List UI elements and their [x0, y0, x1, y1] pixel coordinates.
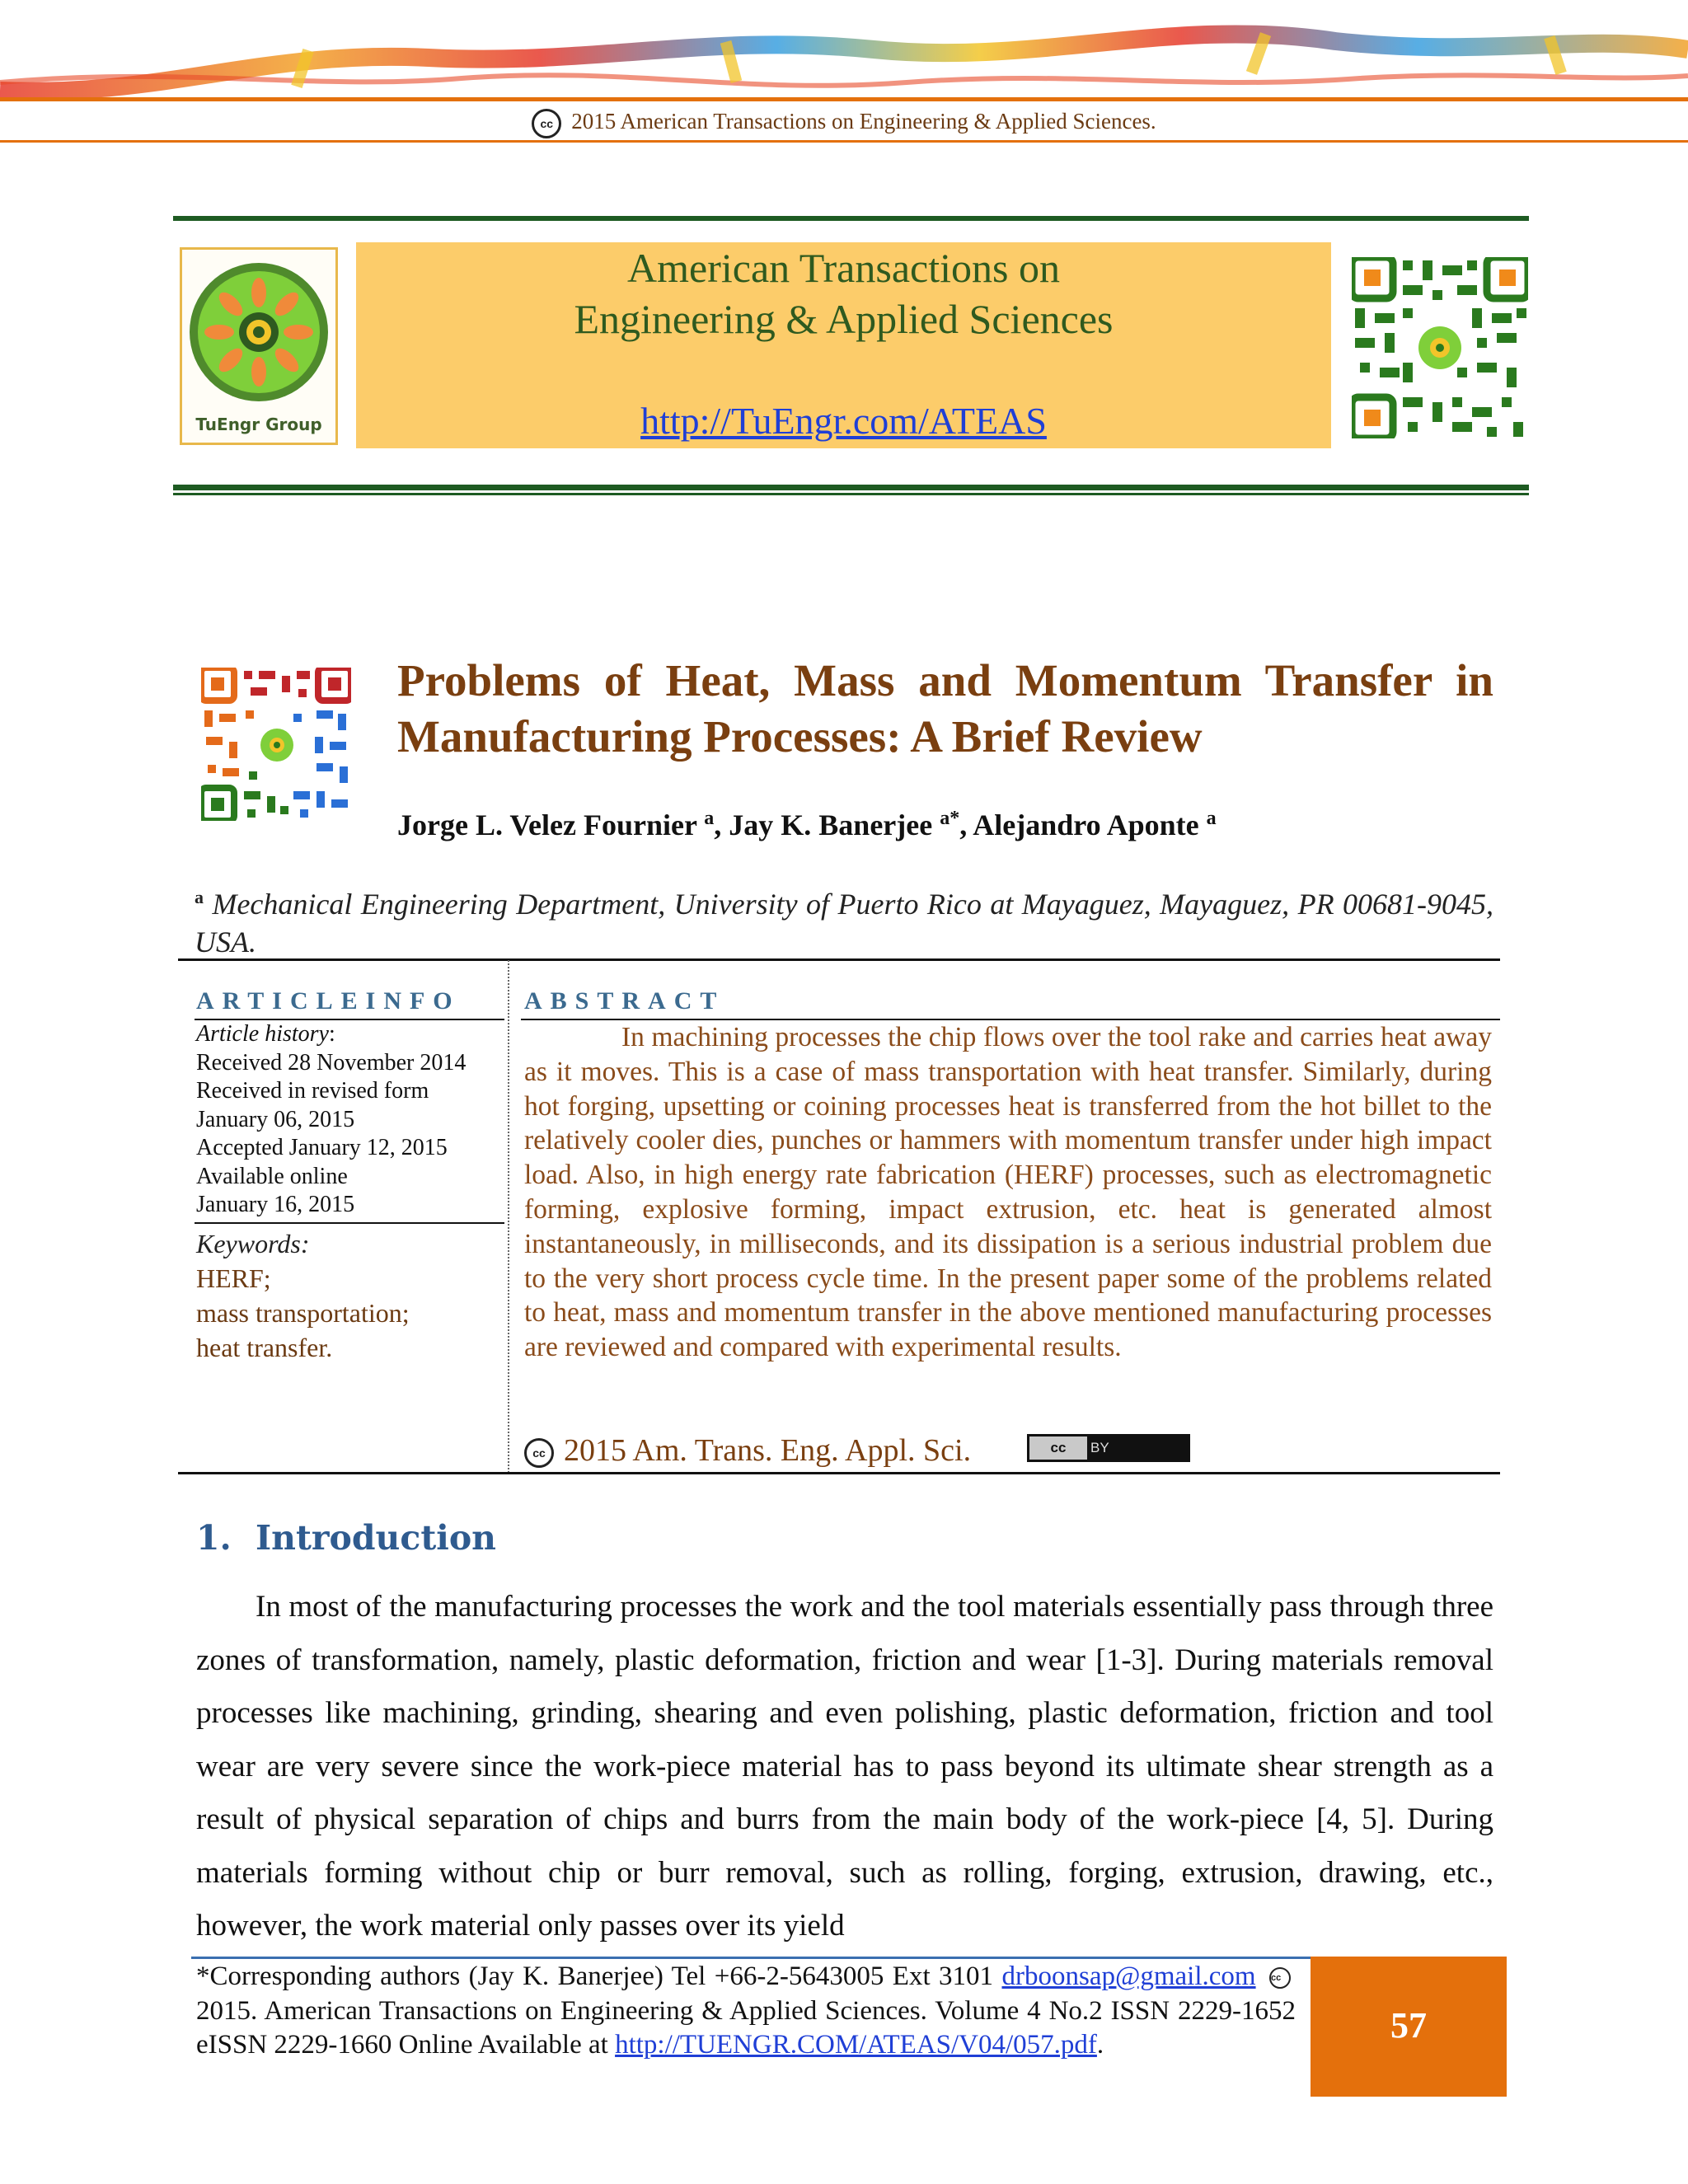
keyword: heat transfer. — [196, 1333, 333, 1362]
cc-badge-left: cc — [1029, 1436, 1087, 1460]
keywords-block: Keywords: HERF; mass transportation; heat transfer. — [196, 1226, 501, 1365]
keywords-rule — [195, 1222, 504, 1224]
history-label: Article history — [196, 1021, 329, 1047]
url-suffix: . — [1096, 2030, 1104, 2060]
author-name: Alejandro Aponte — [973, 808, 1199, 841]
introduction-paragraph: In most of the manufacturing processes the work and the tool materials essentially pass through three zones of transformation, namely, plastic deformation, friction and wear [1-3]. During materials removal processes like machining, grinding, shearing and even polishing, plastic deformation, friction and tool wear are very severe since the work-piece material has to pass beyond its ultimate shear strength as a result of physical separation of chips and burrs from the main body of the work-piece [4, 5]. During materials forming without chip or burr removal, such as rolling, forging, extrusion, drawing, etc., however, the work material only passes over its yield — [196, 1590, 1493, 1943]
email-link[interactable]: drboonsap@gmail.com — [1001, 1961, 1256, 1991]
keyword: mass transportation; — [196, 1298, 410, 1328]
abstract-copyright — [524, 1432, 971, 1469]
history-line: Received 28 November 2014 — [196, 1049, 467, 1076]
banner-copyright — [0, 109, 1688, 138]
history-line: January 16, 2015 — [196, 1192, 355, 1217]
section-number: 1. — [196, 1518, 232, 1558]
corresponding-author-footnote — [196, 1960, 1296, 2063]
pdf-url-link[interactable]: http://TUENGR.COM/ATEAS/V04/057.pdf — [615, 2030, 1097, 2060]
footer-copyright: 2015. American Transactions on Engineering & Applied Sciences. Volume 4 No.2 ISSN 2229-1652 eISSN 2229-1660 Online Available at — [196, 1995, 1296, 2060]
column-divider — [508, 960, 509, 1473]
cc-badge-right: BY — [1090, 1440, 1109, 1455]
cc-icon: cc — [532, 109, 561, 138]
journal-url-link[interactable]: http://TuEngr.com/ATEAS — [640, 400, 1047, 442]
author-name: Jorge L. Velez Fournier — [397, 808, 697, 841]
author-superscript: a — [1206, 808, 1217, 829]
history-line: January 06, 2015 — [196, 1106, 355, 1132]
journal-title-box — [356, 242, 1331, 448]
journal-title-line2: Engineering & Applied Sciences — [574, 296, 1114, 342]
author-name: Jay K. Banerjee — [729, 808, 933, 841]
cc-icon: cc — [1269, 1967, 1291, 1989]
header-bottom-rule-thin — [173, 493, 1529, 495]
corresponding-text: *Corresponding authors (Jay K. Banerjee) Tel +66-2-5643005 Ext 3101 — [196, 1961, 994, 1991]
affiliation-text: Mechanical Engineering Department, University of Puerto Rico at Mayaguez, Mayaguez, PR 00681-9045, USA. — [195, 888, 1493, 958]
history-line: Received in revised form — [196, 1078, 429, 1104]
author-superscript: a — [704, 808, 715, 829]
keywords-label: Keywords — [196, 1229, 301, 1258]
page-number: 57 — [1390, 2005, 1427, 2046]
affiliation-superscript: a — [195, 887, 204, 907]
banner-copyright-text: 2015 American Transactions on Engineering & Applied Sciences. — [571, 109, 1156, 134]
tuengr-logo — [180, 247, 338, 445]
abstract-text: In machining processes the chip flows over the tool rake and carries heat away as it moves. This is a case of mass transportation with heat transfer. Similarly, during hot forging, upsetting or coining processes heat is transferred from the hot billet to the relatively cooler dies, punches or hammers with momentum transfer under high impact load. Also, in high energy rate fabrication (HERF) processes, such as electromagnetic forming, explosive forming, impact extrusion, etc. heat is generated almost instantaneously, in milliseconds, and its dissipation is a serious industrial problem due to the very short process cycle time. In the present paper some of the problems related to heat, mass and momentum transfer in the above mentioned manufacturing processes are reviewed and compared with experimental results. — [524, 1022, 1492, 1363]
author-superscript: a* — [940, 808, 960, 829]
info-bottom-rule — [178, 1472, 1500, 1474]
journal-title — [356, 242, 1331, 344]
section-heading-introduction — [196, 1518, 496, 1558]
journal-title-line1: American Transactions on — [627, 245, 1060, 291]
cc-by-license-badge[interactable] — [1027, 1434, 1190, 1462]
journal-qr-code — [1352, 257, 1528, 438]
page-number-box — [1311, 1957, 1507, 2097]
affiliation — [195, 879, 1493, 961]
history-line: Available online — [196, 1163, 348, 1189]
header-bottom-rule — [173, 485, 1529, 490]
article-history: Article history: Received 28 November 2014 Received in revised form January 06, 2015 Accepted January 12, 2015 Available online January 16, 2015 — [196, 1020, 501, 1220]
keyword: HERF; — [196, 1263, 271, 1293]
logo-caption: TuEngr Group — [195, 415, 322, 434]
abstract-heading: ABSTRACT — [524, 987, 725, 1015]
paper-title: Problems of Heat, Mass and Momentum Transfer in Manufacturing Processes: A Brief Review — [397, 655, 1493, 762]
section-title: Introduction — [256, 1518, 496, 1558]
abstract-copyright-text: 2015 Am. Trans. Eng. Appl. Sci. — [564, 1433, 972, 1468]
cc-icon: cc — [524, 1438, 554, 1468]
info-top-rule — [178, 958, 1500, 961]
history-line: Accepted January 12, 2015 — [196, 1135, 448, 1160]
paper-qr-code — [201, 668, 351, 821]
header-top-rule — [173, 216, 1529, 221]
author-list: Jorge L. Velez Fournier $^a$, Jay K. Banerjee $^{a*}$, Alejandro Aponte $^a$ — [397, 808, 1217, 841]
article-info-heading: ARTICLEINFO — [196, 987, 461, 1015]
footer-rule — [191, 1957, 1503, 1959]
